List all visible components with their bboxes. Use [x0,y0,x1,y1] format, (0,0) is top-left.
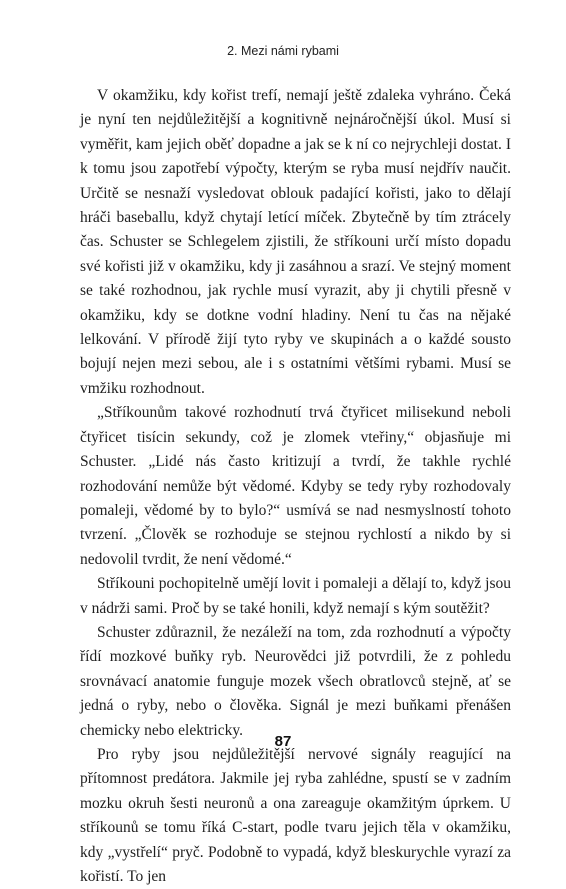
paragraph: „Stříkounům takové rozhodnutí trvá čtyřicet milisekund neboli čtyřicet tisícin sekundy, což je zlomek vteřiny,“ objasňuje mi Schuster. „Lidé nás často kritizují a tvrdí, že takhle rychlé rozhodování nemůže být vědomé. Kdyby se tedy ryby rozhodovaly pomaleji, vědomé by to bylo?“ usmívá se nad nesmyslností tohoto tvrzení. „Člověk se rozhoduje se stejnou rychlostí a nikdo by si nedovolil tvrdit, že není vědomé.“ [80,404,511,568]
body-text [80,84,511,889]
paragraph: Schuster zdůraznil, že nezáleží na tom, zda rozhodnutí a výpočty řídí mozkové buňky ryb. Neurovědci již potvrdili, že z pohledu srovnávací anatomie funguje mozek všech obratlovců stejně, ať se jedná o ryby, nebo o člověka. Signál je mezi buňkami přenášen chemicky nebo elektricky. [80,623,511,739]
paragraph: Stříkouni pochopitelně umějí lovit i pomaleji a dělají to, když jsou v nádrži sami. Proč by se také honili, když nemají s kým soutěžit? [80,575,511,617]
paragraph: V okamžiku, kdy kořist trefí, nemají ještě zdaleka vyhráno. Čeká je nyní ten nejdůležitější a kognitivně nejnáročnější úkol. Musí si vyměřit, kam jejich oběť dopadne a jak se k ní co nejrychleji dostat. I k tomu jsou zapotřebí výpočty, kterým se ryba musí nejdřív naučit. Určitě se nesnaží vysledovat oblouk padající kořisti, jako to dělají hráči baseballu, když chytají letící míček. Zbytečně by tím ztrácely čas. Schuster se Schlegelem zjistili, že stříkouni určí místo dopadu své kořisti již v okamžiku, kdy ji zasáhnou a srazí. Ve stejný moment se také rozhodnou, jak rychle musí vyrazit, aby ji chytili přesně v okamžiku, kdy se dotkne vodní hladiny. Není tu čas na nějaké lelkování. V přírodě žijí tyto ryby ve skupinách a o každé sousto bojují nejen mezi sebou, ale i s ostatními většími rybami. Musí se vmžiku rozhodnout. [80,87,511,397]
page-number: 87 [274,733,292,750]
running-head: 2. Mezi námi rybami [227,44,339,58]
paragraph: Pro ryby jsou nejdůležitější nervové signály reagující na přítomnost predátora. Jakmile jej ryba zahlédne, spustí se v zadním mozku okruh šesti neuronů a ona zareaguje okamžitým úprkem. U stříkounů se tomu říká C-start, podle tvaru jejich těla v okamžiku, kdy „vystřelí“ pryč. Podobně to vypadá, když bleskurychle vyrazí za kořistí. To jen [80,745,511,885]
